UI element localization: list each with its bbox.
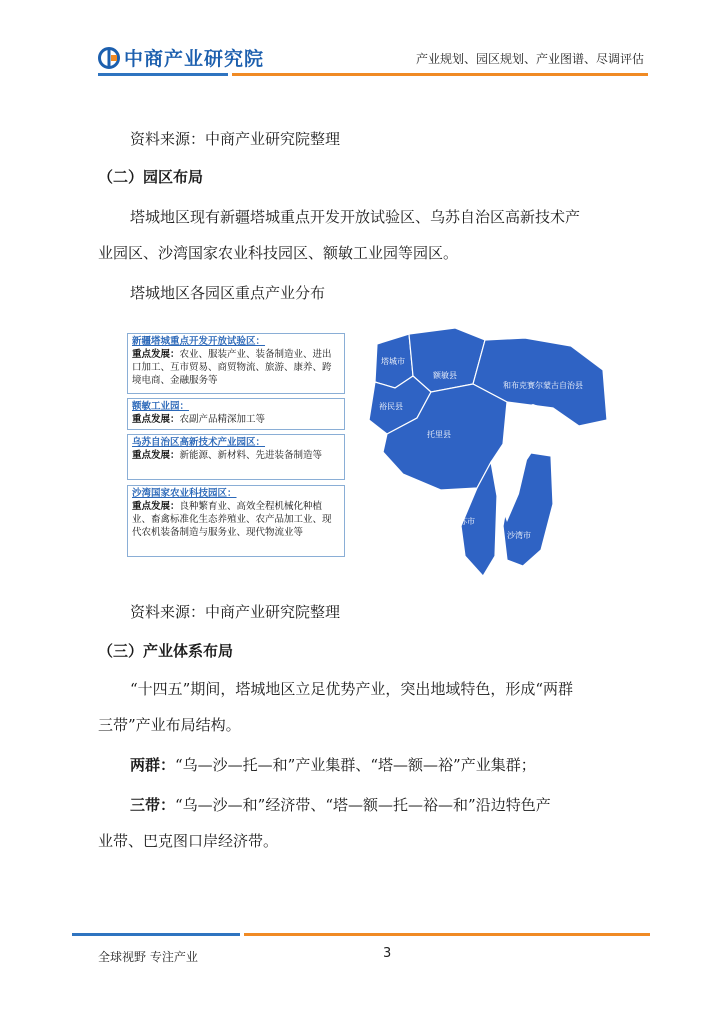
page-number: 3 [383, 946, 392, 961]
map-label-tacheng: 塔城市 [381, 357, 405, 366]
park-focus-text: 农副产品精深加工等 [179, 414, 266, 425]
footer-slogan: 全球视野 专注产业 [98, 950, 198, 964]
paragraph-three-belts-line2: 业带、巴克图口岸经济带。 [98, 832, 279, 850]
park-key-label: 重点发展： [132, 349, 180, 360]
brand-logo [98, 44, 264, 71]
paragraph-parks-line2: 业园区、沙湾国家农业科技园区、额敏工业园等园区。 [98, 244, 459, 262]
three-belts-label: 三带： [130, 796, 176, 814]
three-belts-text: “乌—沙—和”经济带、“塔—额—托—裕—和”沿边特色产 [175, 796, 551, 814]
park-focus-text: 新能源、新材料、先进装备制造等 [179, 450, 323, 461]
map-label-yumin: 裕民县 [379, 402, 403, 411]
park-card-tacheng [127, 333, 345, 394]
park-key-label: 重点发展： [132, 414, 180, 425]
park-name: 额敏工业园： [132, 401, 190, 412]
paragraph-parks-line1: 塔城地区现有新疆塔城重点开发开放试验区、乌苏自治区高新技术产 [130, 208, 581, 226]
logo-icon [98, 47, 120, 69]
map-label-hebukesaier: 和布克赛尔蒙古自治县 [503, 381, 583, 390]
tacheng-region-map [357, 326, 619, 578]
header-tagline: 产业规划、园区规划、产业图谱、尽调评估 [415, 52, 644, 66]
two-groups-text: “乌—沙—托—和”产业集群、“塔—额—裕”产业集群； [175, 756, 536, 774]
paragraph-two-groups [130, 755, 678, 775]
park-key-label: 重点发展： [132, 501, 180, 512]
park-card-shawan [127, 485, 345, 557]
header-rule-blue [98, 73, 228, 76]
map-label-wusu: 乌苏市 [451, 517, 475, 526]
footer-rule-blue [72, 933, 240, 936]
park-focus-text: 农业、服装产业、装备制造业、进出口加工、互市贸易、商贸物流、旅游、康养、跨境电商、金融服务等 [132, 349, 332, 386]
park-card-wusu [127, 434, 345, 480]
map-label-tuoli: 托里县 [427, 430, 451, 439]
park-key-label: 重点发展： [132, 450, 180, 461]
source-note-2: 资料来源：中商产业研究院整理 [130, 603, 341, 621]
paragraph-industry-line2: 三带”产业布局结构。 [98, 716, 241, 734]
section-heading-parks: （二）园区布局 [98, 168, 204, 186]
map-label-shawan: 沙湾市 [507, 531, 531, 540]
park-name: 乌苏自治区高新技术产业园区： [132, 437, 266, 448]
park-name: 新疆塔城重点开发开放试验区： [132, 336, 266, 347]
two-groups-label: 两群： [130, 756, 176, 774]
park-name: 沙湾国家农业科技园区： [132, 488, 237, 499]
map-label-emin: 额敏县 [433, 371, 457, 380]
logo-text: 中商产业研究院 [124, 48, 265, 70]
figure-caption: 塔城地区各园区重点产业分布 [130, 284, 326, 302]
source-note-1: 资料来源：中商产业研究院整理 [130, 130, 341, 148]
park-focus-text: 良种繁育业、高效全程机械化种植业、畜禽标准化生态养殖业、农产品加工业、现代农机装备制造与服务业、现代物流业等 [132, 501, 332, 538]
park-card-emin [127, 398, 345, 430]
section-heading-industry: （三）产业体系布局 [98, 642, 234, 660]
paragraph-three-belts-line1 [130, 795, 678, 815]
footer-rule-orange [244, 933, 650, 936]
header-rule-orange [232, 73, 648, 76]
paragraph-industry-line1: “十四五”期间，塔城地区立足优势产业，突出地域特色，形成“两群 [130, 680, 574, 698]
